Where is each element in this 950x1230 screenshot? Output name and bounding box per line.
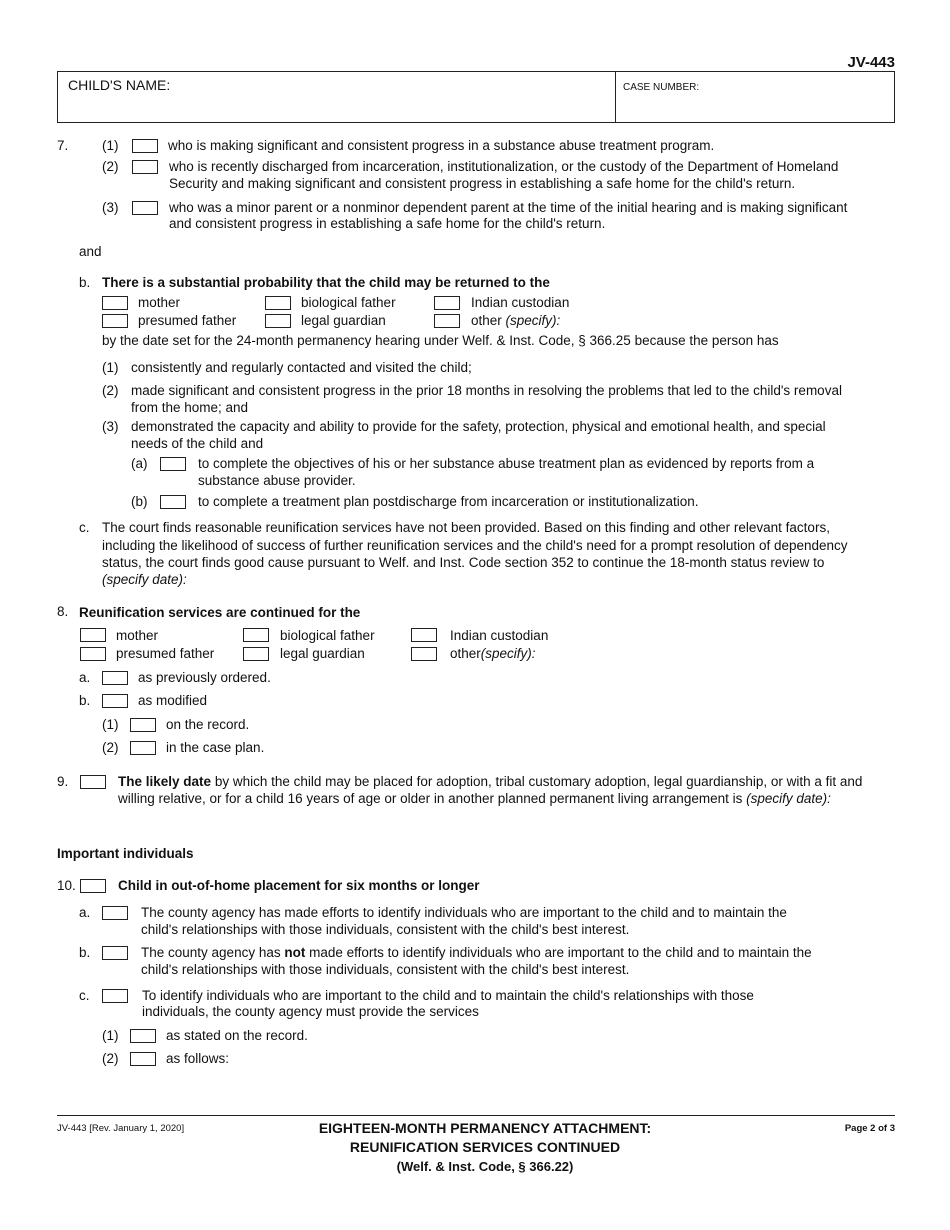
item-10c-2-checkbox[interactable] (130, 1052, 156, 1066)
item-9-line1 (118, 773, 862, 790)
item-8-bio-father-checkbox[interactable] (243, 628, 269, 642)
item-10c-letter: c. (79, 988, 90, 1003)
item-9-number: 9. (57, 774, 69, 789)
item-7b-indian-custodian-checkbox[interactable] (434, 296, 460, 310)
item-8-mother-label: mother (116, 628, 159, 643)
item-7b-other-label (471, 312, 560, 329)
item-8b-2-checkbox[interactable] (130, 741, 156, 755)
item-7-number: 7. (57, 138, 69, 153)
item-7b-3a-line1: to complete the objectives of his or her substance abuse treatment plan as evidenced by reports from a (198, 456, 815, 471)
item-7-3-number: (3) (102, 200, 119, 215)
footer-title-line3: (Welf. & Inst. Code, § 366.22) (396, 1159, 574, 1174)
item-7b-letter: b. (79, 275, 91, 290)
item-7b-3-line2: needs of the child and (131, 436, 264, 451)
item-7-2-line2: Security and making significant and consistent progress in establishing a safe home for the child's return. (169, 176, 796, 191)
item-10c-line2: individuals, the county agency must provide the services (142, 1004, 479, 1019)
item-8-mother-checkbox[interactable] (80, 628, 106, 642)
important-individuals-heading: Important individuals (57, 846, 194, 861)
footer-title-line1: EIGHTEEN-MONTH PERMANENCY ATTACHMENT: (318, 1120, 652, 1136)
item-7b-1-number: (1) (102, 360, 119, 375)
item-7b-presumed-father-checkbox[interactable] (102, 314, 128, 328)
item-8b-2-text: in the case plan. (166, 740, 265, 755)
item-10b-rest: made efforts to identify individuals who are important to the child and to maintain the (309, 945, 812, 960)
item-8-other-checkbox[interactable] (411, 647, 437, 661)
item-10a-line1: The county agency has made efforts to identify individuals who are important to the child and to maintain the (141, 905, 787, 920)
item-10c-1-text: as stated on the record. (166, 1028, 308, 1043)
item-10a-line2: child's relationships with those individuals, consistent with the child's best interest. (141, 922, 630, 937)
item-8-other-specify: (specify): (480, 646, 536, 661)
item-7b-bio-father-label: biological father (301, 295, 396, 310)
item-8b-1-checkbox[interactable] (130, 718, 156, 732)
item-7b-heading: There is a substantial probability that the child may be returned to the (102, 275, 550, 290)
item-8b-text: as modified (138, 693, 208, 708)
item-9-line2 (118, 790, 831, 807)
item-8b-checkbox[interactable] (102, 694, 128, 708)
item-7b-3a-letter: (a) (131, 456, 148, 471)
footer-title (260, 1119, 710, 1176)
item-9-line1-rest: by which the child may be placed for adoption, tribal customary adoption, legal guardianship, or with a fit and (214, 774, 863, 789)
item-8-other-label (450, 645, 536, 662)
item-8a-checkbox[interactable] (102, 671, 128, 685)
item-7-1-checkbox[interactable] (132, 139, 158, 153)
item-10b-checkbox[interactable] (102, 946, 128, 960)
item-7-3-line1: who was a minor parent or a nonminor dependent parent at the time of the initial hearing and is making significant (169, 200, 848, 215)
case-number-label: CASE NUMBER: (623, 82, 700, 93)
item-10c-1-checkbox[interactable] (130, 1029, 156, 1043)
item-7b-3b-checkbox[interactable] (160, 495, 186, 509)
item-8-indian-custodian-label: Indian custodian (450, 628, 549, 643)
item-7b-1-text: consistently and regularly contacted and visited the child; (131, 360, 472, 375)
item-8-heading: Reunification services are continued for the (79, 605, 361, 620)
item-7b-2-number: (2) (102, 383, 119, 398)
item-7b-legal-guardian-label: legal guardian (301, 313, 386, 328)
item-8a-letter: a. (79, 670, 91, 685)
caption-divider (615, 72, 616, 122)
item-8-legal-guardian-checkbox[interactable] (243, 647, 269, 661)
footer-page-number: Page 2 of 3 (844, 1123, 895, 1134)
item-10c-2-text: as follows: (166, 1051, 230, 1066)
item-10c-line1: To identify individuals who are important to the child and to maintain the child's relationships with those (142, 988, 754, 1003)
item-7b-3-number: (3) (102, 419, 119, 434)
item-7b-3-line1: demonstrated the capacity and ability to provide for the safety, protection, physical and emotional health, and special (131, 419, 826, 434)
item-8b-1-text: on the record. (166, 717, 250, 732)
item-8-legal-guardian-label: legal guardian (280, 646, 365, 661)
child-name-label: CHILD'S NAME: (68, 77, 171, 93)
footer-title-line2: REUNIFICATION SERVICES CONTINUED (349, 1139, 621, 1155)
and-connector: and (79, 244, 102, 259)
item-10c-checkbox[interactable] (102, 989, 128, 1003)
item-7b-2-line1: made significant and consistent progress in the prior 18 months in resolving the problems that led to the child's removal (131, 383, 842, 398)
item-7b-3b-letter: (b) (131, 494, 148, 509)
item-10b-line1 (141, 944, 812, 961)
item-7-2-number: (2) (102, 159, 119, 174)
item-7-3-checkbox[interactable] (132, 201, 158, 215)
item-10-number: 10. (57, 878, 76, 893)
item-8-other-word: other (450, 646, 481, 661)
item-9-bold: The likely date (118, 774, 212, 789)
item-8-presumed-father-label: presumed father (116, 646, 215, 661)
item-10-heading: Child in out-of-home placement for six months or longer (118, 878, 480, 893)
item-7b-other-word: other (471, 313, 502, 328)
item-10b-pre: The county agency has (141, 945, 281, 960)
item-7b-bio-father-checkbox[interactable] (265, 296, 291, 310)
item-7c-line1: The court finds reasonable reunification services have not been provided. Based on this finding and other relevant factors, (102, 520, 830, 535)
item-9-checkbox[interactable] (80, 775, 106, 789)
item-7b-3b-text: to complete a treatment plan postdischarge from incarceration or institutionalization. (198, 494, 699, 509)
item-8a-text: as previously ordered. (138, 670, 271, 685)
item-7-2-line1: who is recently discharged from incarceration, institutionalization, or the custody of the Department of Homeland (169, 159, 839, 174)
item-7b-legal-guardian-checkbox[interactable] (265, 314, 291, 328)
item-7b-other-checkbox[interactable] (434, 314, 460, 328)
item-7-1-number: (1) (102, 138, 119, 153)
item-9-specify-date: (specify date): (746, 791, 831, 806)
item-8b-2-number: (2) (102, 740, 119, 755)
item-8-number: 8. (57, 604, 69, 619)
item-7b-3a-checkbox[interactable] (160, 457, 186, 471)
item-7b-mother-checkbox[interactable] (102, 296, 128, 310)
item-7c-letter: c. (79, 520, 90, 535)
item-10-checkbox[interactable] (80, 879, 106, 893)
caption-box (57, 71, 895, 123)
item-7-1-text: who is making significant and consistent progress in a substance abuse treatment program. (168, 138, 715, 153)
item-8-indian-custodian-checkbox[interactable] (411, 628, 437, 642)
item-10c-2-number: (2) (102, 1051, 119, 1066)
item-7c-specify-date: (specify date): (102, 572, 187, 587)
item-7c-line2: including the likelihood of success of further reunification services and the child's need for a prompt resolution of dependency (102, 538, 848, 553)
item-7c-line3: status, the court finds good cause pursuant to Welf. and Inst. Code section 352 to continue the 18-month status review to (102, 555, 825, 570)
item-7b-presumed-father-label: presumed father (138, 313, 237, 328)
item-7b-by-date-text: by the date set for the 24-month permanency hearing under Welf. & Inst. Code, § 366.25 because the person has (102, 333, 779, 348)
item-9-line2-text: willing relative, or for a child 16 years of age or older in another planned permanent living arrangement is (118, 791, 743, 806)
item-7b-mother-label: mother (138, 295, 181, 310)
item-7b-3a-line2: substance abuse provider. (198, 473, 356, 488)
item-10c-1-number: (1) (102, 1028, 119, 1043)
item-10b-not: not (284, 945, 306, 960)
item-7b-indian-custodian-label: Indian custodian (471, 295, 570, 310)
item-7b-other-specify: (specify): (505, 313, 561, 328)
item-10a-letter: a. (79, 905, 91, 920)
item-8-bio-father-label: biological father (280, 628, 375, 643)
footer-form-revision: JV-443 [Rev. January 1, 2020] (57, 1123, 185, 1134)
item-8b-1-number: (1) (102, 717, 119, 732)
item-10b-letter: b. (79, 945, 91, 960)
form-number: JV-443 (847, 54, 895, 71)
item-8b-letter: b. (79, 693, 91, 708)
item-8-presumed-father-checkbox[interactable] (80, 647, 106, 661)
item-10b-line2: child's relationships with those individuals, consistent with the child's best interest. (141, 962, 630, 977)
item-7b-2-line2: from the home; and (131, 400, 249, 415)
item-7-2-checkbox[interactable] (132, 160, 158, 174)
footer-rule (57, 1115, 895, 1116)
item-10a-checkbox[interactable] (102, 906, 128, 920)
item-7-3-line2: and consistent progress in establishing a safe home for the child's return. (169, 216, 606, 231)
